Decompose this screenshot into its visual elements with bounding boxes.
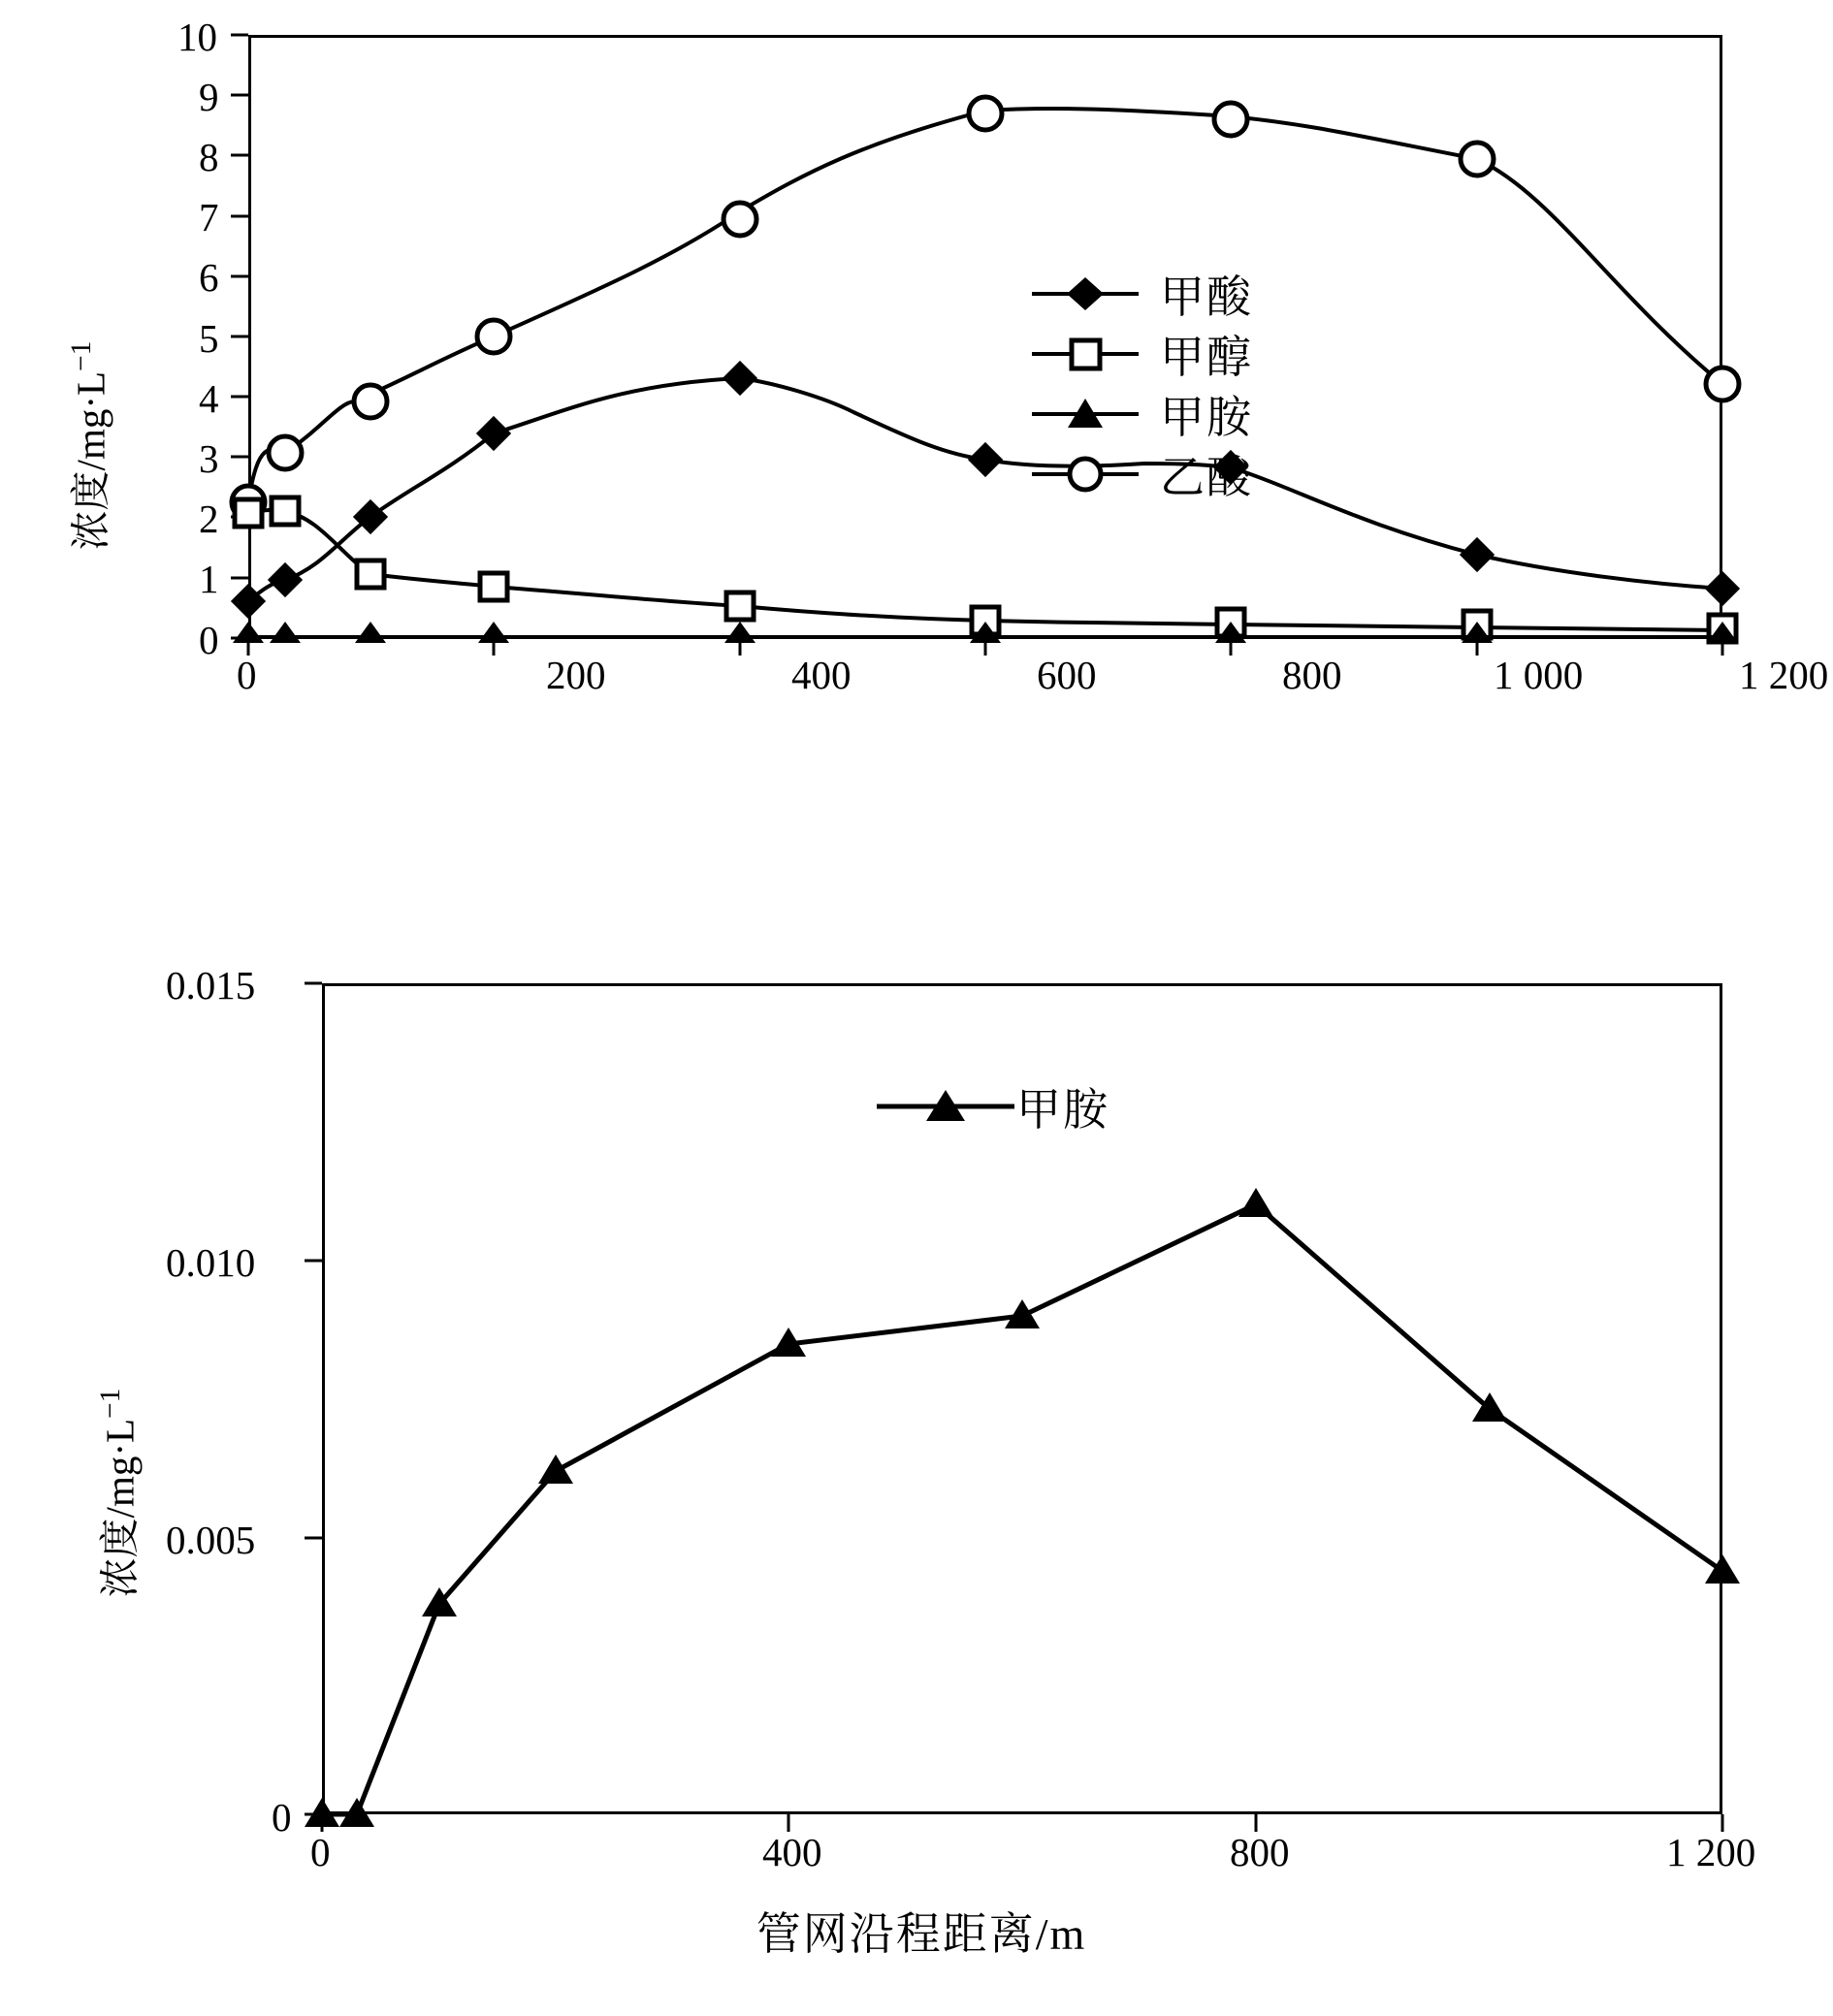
top-xtick-0: 0 — [237, 653, 257, 697]
legend-item-jiaan — [1028, 384, 1253, 444]
bottom-xtick-800: 800 — [1230, 1830, 1290, 1874]
legend-marker-filled-triangle-icon — [1028, 384, 1142, 444]
legend-item-jiaan-bottom — [873, 1076, 1109, 1136]
legend-label-jiaan: 甲胺 — [1160, 393, 1253, 442]
top-ytick-4: 4 — [199, 376, 219, 421]
series-markers-jiachun — [235, 497, 1736, 642]
legend-marker-filled-diamond-icon — [1028, 264, 1142, 324]
bottom-chart — [0, 960, 1833, 2016]
bottom-ytick-0015: 0.015 — [166, 963, 256, 1008]
top-xtick-200: 200 — [546, 653, 606, 697]
bottom-xtick-1200: 1 200 — [1666, 1830, 1756, 1874]
legend-label-jiasuan: 甲酸 — [1160, 272, 1253, 322]
series-markers-jiaan — [233, 622, 1738, 643]
top-chart-svg — [0, 0, 1833, 960]
top-xtick-800: 800 — [1282, 653, 1342, 697]
top-ytick-1: 1 — [199, 557, 219, 601]
top-ytick-0: 0 — [199, 618, 219, 662]
series-markers-jiasuan — [233, 363, 1738, 617]
series-markers-jiaan-bottom — [305, 1188, 1740, 1827]
top-y-axis-label-base: 浓度/mg·L — [68, 370, 113, 551]
legend-label-jiaan-bottom: 甲胺 — [1016, 1085, 1109, 1135]
bottom-xtick-0: 0 — [310, 1830, 331, 1874]
legend-marker-open-square-icon — [1028, 324, 1142, 384]
top-ytick-5: 5 — [199, 316, 219, 361]
legend-item-jiachun — [1028, 324, 1253, 384]
top-ytick-9: 9 — [199, 75, 219, 119]
bottom-ytick-0: 0 — [272, 1795, 292, 1840]
top-xtick-1200: 1 200 — [1739, 653, 1829, 697]
series-line-jiasuan — [248, 378, 1722, 601]
top-xtick-1000: 1 000 — [1494, 653, 1584, 697]
legend-label-yisuan: 乙酸 — [1160, 453, 1253, 502]
legend-item-jiasuan — [1028, 264, 1253, 324]
legend-item-yisuan — [1028, 444, 1253, 504]
top-ytick-3: 3 — [199, 436, 219, 481]
series-line-jiaan-bottom — [322, 1204, 1722, 1814]
legend-label-jiachun: 甲醇 — [1160, 333, 1253, 382]
top-ytick-6: 6 — [199, 255, 219, 300]
top-chart — [0, 0, 1833, 960]
top-y-axis-label-exponent: −1 — [65, 340, 97, 371]
bottom-x-axis-label: 管网沿程距离/m — [756, 1909, 1087, 1959]
top-ytick-10: 10 — [177, 15, 217, 59]
legend-marker-open-circle-icon — [1028, 444, 1142, 504]
bottom-legend — [873, 1076, 1109, 1136]
bottom-ytick-0005: 0.005 — [166, 1518, 256, 1562]
top-xtick-400: 400 — [791, 653, 852, 697]
top-ytick-2: 2 — [199, 496, 219, 541]
bottom-xtick-400: 400 — [762, 1830, 822, 1874]
top-ytick-8: 8 — [199, 135, 219, 179]
top-xtick-600: 600 — [1037, 653, 1097, 697]
top-legend — [1028, 264, 1253, 504]
bottom-ytick-0010: 0.010 — [166, 1240, 256, 1285]
bottom-y-axis-label-base: 浓度/mg·L — [97, 1418, 143, 1598]
legend-marker-filled-triangle-icon — [873, 1076, 987, 1136]
top-ytick-7: 7 — [199, 195, 219, 240]
bottom-y-axis-label-exponent: −1 — [94, 1388, 126, 1419]
